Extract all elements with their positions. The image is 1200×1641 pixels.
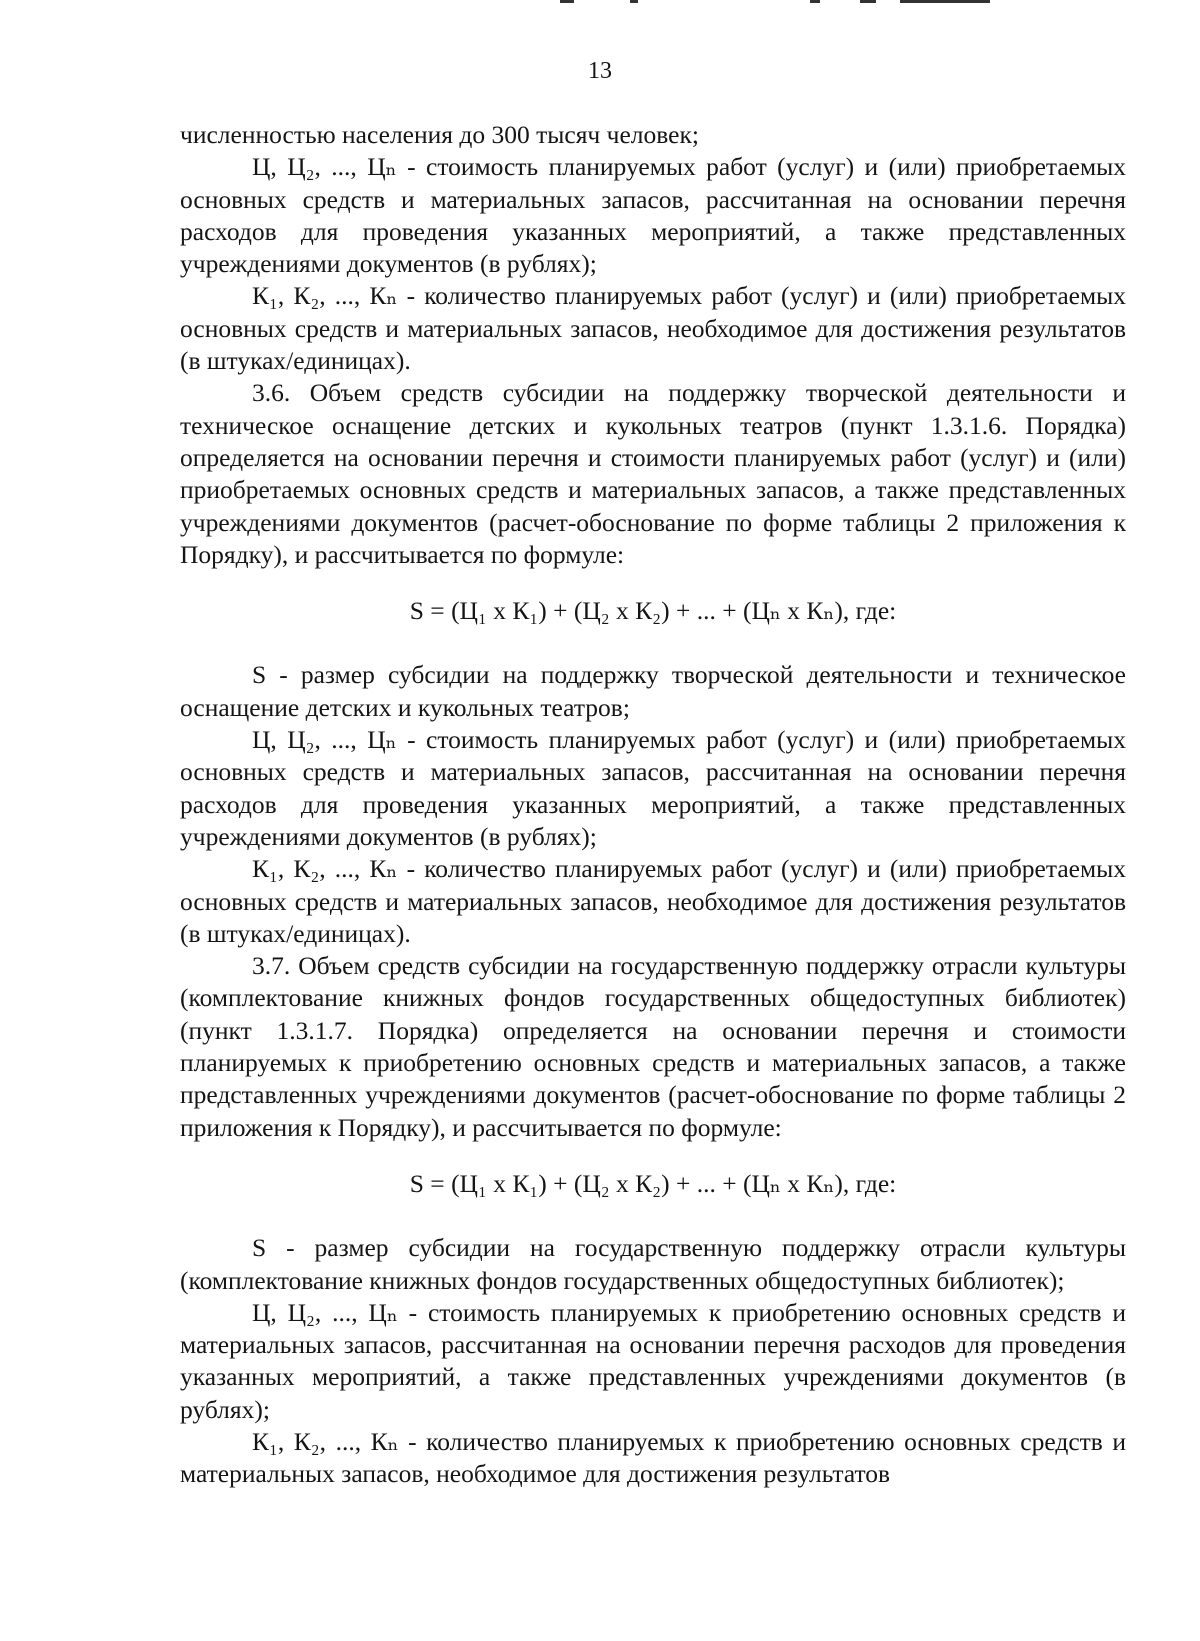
paragraph-definition-quantities: К₁, К₂, ..., Кₙ - количество планируемых работ (услуг) и (или) приобретаемых основных средств и материальных запасов, необходимое для достижения результатов (в штуках/единицах).: [180, 281, 1126, 376]
paragraph-section-3-6: 3.6. Объем средств субсидии на поддержку творческой деятельности и техническое оснащение детских и кукольных театров (пункт 1.3.1.6. Порядка) определяется на основании перечня и стоимости планируемых работ (услуг) и (или) приобретаемых основных средств и материальных запасов, а также представленных учреждениями документов (расчет-обоснование по форме таблицы 2 приложения к Порядку), и рассчитывается по формуле:: [180, 378, 1126, 569]
page-number: 13: [588, 58, 612, 84]
paragraph-definition-prices: Ц, Ц₂, ..., Цₙ - стоимость планируемых работ (услуг) и (или) приобретаемых основных средств и материальных запасов, рассчитанная на основании перечня расходов для проведения указанных мероприятий, а также представленных учреждениями документов (в рублях);: [180, 725, 1126, 851]
paragraph-definition-quantities: К₁, К₂, ..., Кₙ - количество планируемых работ (услуг) и (или) приобретаемых основных средств и материальных запасов, необходимое для достижения результатов (в штуках/единицах).: [180, 854, 1126, 948]
paragraph-definition-subsidy-theatres: S - размер субсидии на поддержку творческой деятельности и техническое оснащение детских и кукольных театров;: [180, 660, 1126, 722]
paragraph-section-3-7: 3.7. Объем средств субсидии на государственную поддержку отрасли культуры (комплектование книжных фондов государственных общедоступных библиотек) (пункт 1.3.1.7. Порядка) определяется на основании перечня и стоимости планируемых к приобретению основных средств и материальных запасов, а также представленных учреждениями документов (расчет-обоснование по форме таблицы 2 приложения к Порядку), и рассчитывается по формуле:: [180, 951, 1126, 1142]
paragraph-definition-subsidy-libraries: S - размер субсидии на государственную поддержку отрасли культуры (комплектование книжных фондов государственных общедоступных библиотек);: [180, 1233, 1126, 1295]
paragraph-definition-quantities: К₁, К₂, ..., Кₙ - количество планируемых к приобретению основных средств и материальных запасов, необходимое для достижения результатов: [180, 1426, 1126, 1489]
paragraph-definition-prices: Ц, Ц₂, ..., Цₙ - стоимость планируемых к приобретению основных средств и материальных запасов, рассчитанная на основании перечня расходов для проведения указанных мероприятий, а также представленных учреждениями документов (в рублях);: [180, 1297, 1126, 1424]
paragraph-definition-prices: Ц, Ц₂, ..., Цₙ - стоимость планируемых работ (услуг) и (или) приобретаемых основных средств и материальных запасов, рассчитанная на основании перечня расходов для проведения указанных мероприятий, а также представленных учреждениями документов (в рублях);: [180, 152, 1126, 279]
scan-artifact-marks: [560, 0, 1040, 8]
paragraph-continuation: численностью населения до 300 тысяч человек;: [180, 120, 699, 149]
formula-3-6: S = (Ц₁ x К₁) + (Ц₂ x К₂) + ... + (Цₙ x Кₙ), где:: [409, 596, 897, 626]
formula-3-7: S = (Ц₁ x К₁) + (Ц₂ x К₂) + ... + (Цₙ x Кₙ), где:: [409, 1168, 897, 1198]
document-body: [180, 119, 1126, 1491]
